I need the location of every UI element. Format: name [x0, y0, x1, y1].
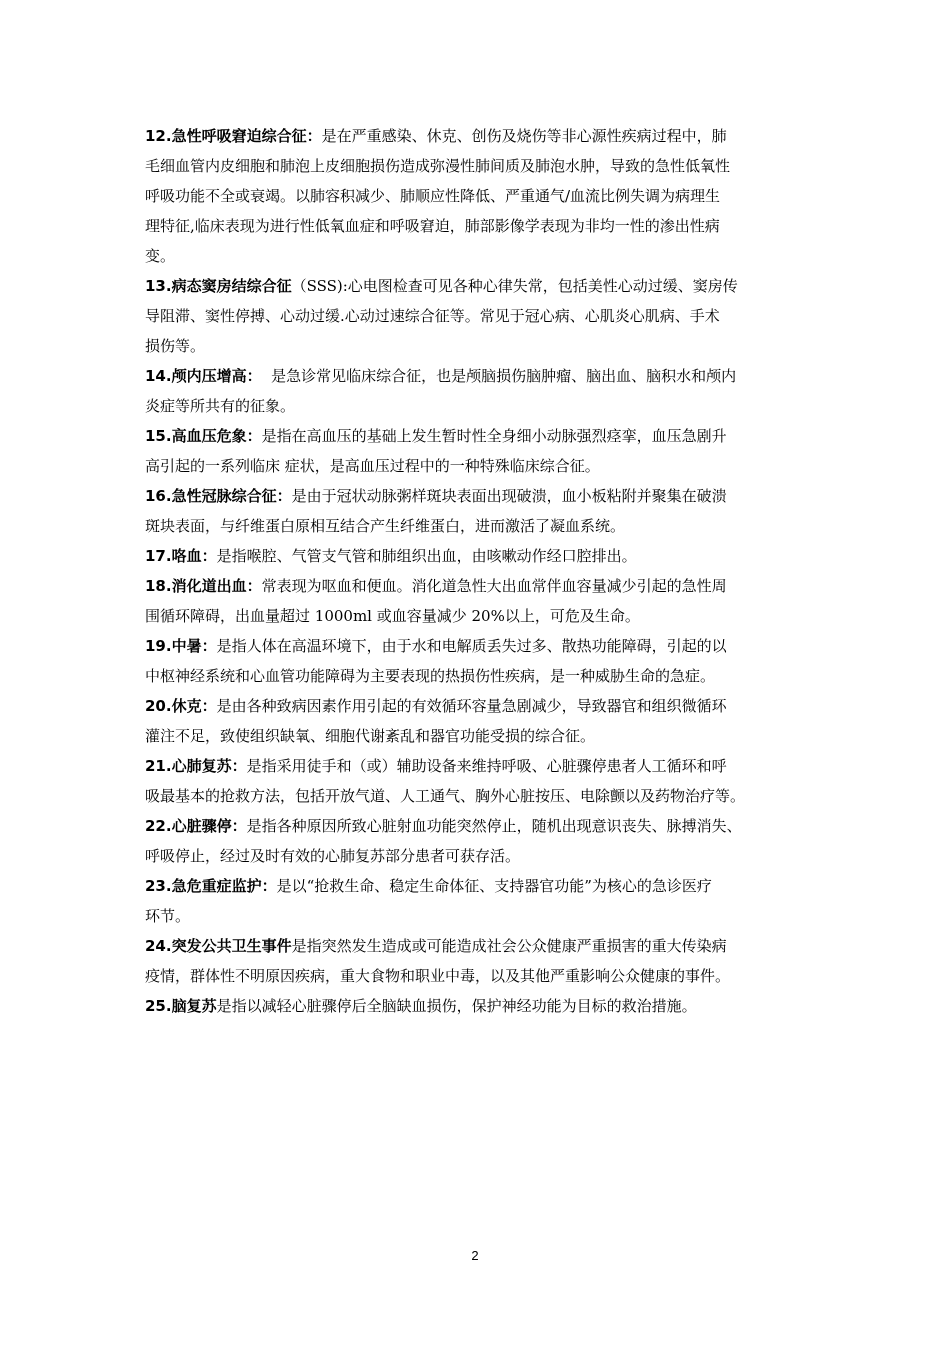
entry-term: 24.突发公共卫生事件 — [145, 937, 292, 955]
entry-text: 是指在高血压的基础上发生暂时性全身细小动脉强烈痉挛，血压急剧升 — [261, 427, 727, 445]
entry-line: 导阻滞、窦性停搏、心动过缓.心动过速综合征等。常见于冠心病、心肌炎心肌病、手术 — [145, 307, 720, 325]
entry-line — [145, 361, 813, 391]
entry-line: 环节。 — [145, 907, 191, 925]
entry-term: 19.中暑： — [145, 637, 217, 655]
entry-16 — [145, 481, 813, 541]
page-number: 2 — [471, 1248, 479, 1263]
entry-12 — [145, 121, 813, 271]
entry-14 — [145, 361, 813, 421]
entry-text: 常表现为呕血和便血。消化道急性大出血常伴血容量减少引起的急性周 — [261, 577, 727, 595]
entry-line: 围循环障碍，出血量超过 1000ml 或血容量减少 20%以上，可危及生命。 — [145, 607, 640, 625]
entry-line — [145, 481, 813, 511]
entry-text: 是在严重感染、休克、创伤及烧伤等非心源性疾病过程中，肺 — [321, 127, 727, 145]
entry-term: 21.心肺复苏： — [145, 757, 247, 775]
entry-line: 炎症等所共有的征象。 — [145, 397, 296, 415]
entry-line — [145, 121, 813, 151]
entry-line — [145, 871, 813, 901]
entry-text: 是指喉腔、气管支气管和肺组织出血，由咳嗽动作经口腔排出。 — [216, 547, 637, 565]
entry-line — [145, 691, 813, 721]
entry-line: 呼吸停止，经过及时有效的心肺复苏部分患者可获存活。 — [145, 847, 521, 865]
entry-line — [145, 421, 813, 451]
entry-text: 是由于冠状动脉粥样斑块表面出现破溃，血小板粘附并聚集在破溃 — [291, 487, 727, 505]
entry-term: 23.急危重症监护： — [145, 877, 277, 895]
entry-line: 理特征,临床表现为进行性低氧血症和呼吸窘迫，肺部影像学表现为非均一性的渗出性病 — [145, 217, 720, 235]
entry-term: 12.急性呼吸窘迫综合征： — [145, 127, 322, 145]
entry-21 — [145, 751, 813, 811]
entry-text: 是指突然发生造成或可能造成社会公众健康严重损害的重大传染病 — [291, 937, 727, 955]
entry-text: 是由各种致病因素作用引起的有效循环容量急剧减少，导致器官和组织微循环 — [216, 697, 727, 715]
entry-17 — [145, 541, 813, 571]
entry-line: 呼吸功能不全或衰竭。以肺容积减少、肺顺应性降低、严重通气/血流比例失调为病理生 — [145, 187, 721, 205]
entry-line — [145, 631, 813, 661]
entry-line — [145, 811, 813, 841]
entry-line: 吸最基本的抢救方法，包括开放气道、人工通气、胸外心脏按压、电除颤以及药物治疗等。 — [145, 787, 746, 805]
entry-text: 是指各种原因所致心脏射血功能突然停止，随机出现意识丧失、脉搏消失、 — [246, 817, 742, 835]
entry-line: 变。 — [145, 247, 176, 265]
document-body — [145, 121, 813, 1021]
entry-line — [145, 991, 813, 1021]
entry-line: 灌注不足，致使组织缺氧、细胞代谢紊乱和器官功能受损的综合征。 — [145, 727, 596, 745]
entry-term: 20.休克： — [145, 697, 217, 715]
entry-20 — [145, 691, 813, 751]
entry-line — [145, 271, 813, 301]
entry-term: 17.咯血： — [145, 547, 217, 565]
entry-text: （SSS):心电图检查可见各种心律失常，包括美性心动过缓、窦房传 — [291, 277, 738, 295]
entry-text: 是以“抢救生命、稳定生命体征、支持器官功能”为核心的急诊医疗 — [276, 877, 712, 895]
entry-line: 疫情，群体性不明原因疾病，重大食物和职业中毒，以及其他严重影响公众健康的事件。 — [145, 967, 731, 985]
entry-line: 斑块表面，与纤维蛋白原相互结合产生纤维蛋白，进而激活了凝血系统。 — [145, 517, 626, 535]
entry-24 — [145, 931, 813, 991]
entry-text: 是指以减轻心脏骤停后全脑缺血损伤，保护神经功能为目标的救治措施。 — [216, 997, 697, 1015]
entry-25 — [145, 991, 813, 1021]
entry-term: 18.消化道出血： — [145, 577, 262, 595]
entry-line — [145, 751, 813, 781]
entry-text: 是指人体在高温环境下，由于水和电解质丢失过多、散热功能障碍，引起的以 — [216, 637, 727, 655]
entry-line: 损伤等。 — [145, 337, 206, 355]
entry-line — [145, 931, 813, 961]
entry-18 — [145, 571, 813, 631]
entry-term: 22.心脏骤停： — [145, 817, 247, 835]
entry-line: 中枢神经系统和心血管功能障碍为主要表现的热损伤性疾病，是一种威胁生命的急症。 — [145, 667, 716, 685]
entry-19 — [145, 631, 813, 691]
entry-text: 是指采用徒手和（或）辅助设备来维持呼吸、心脏骤停患者人工循环和呼 — [246, 757, 727, 775]
entry-15 — [145, 421, 813, 481]
entry-text: 是急诊常见临床综合征，也是颅脑损伤脑肿瘤、脑出血、脑积水和颅内 — [261, 367, 737, 385]
entry-term: 16.急性冠脉综合征： — [145, 487, 292, 505]
entry-term: 15.高血压危象： — [145, 427, 262, 445]
entry-term: 13.病态窦房结综合征 — [145, 277, 292, 295]
entry-term: 14.颅内压增高： — [145, 367, 262, 385]
entry-13 — [145, 271, 813, 361]
entry-line — [145, 571, 813, 601]
entry-23 — [145, 871, 813, 931]
entry-22 — [145, 811, 813, 871]
entry-term: 25.脑复苏 — [145, 997, 217, 1015]
entry-line: 毛细血管内皮细胞和肺泡上皮细胞损伤造成弥漫性肺间质及肺泡水肿，导致的急性低氧性 — [145, 157, 731, 175]
entry-line — [145, 541, 813, 571]
entry-line: 高引起的一系列临床 症状，是高血压过程中的一种特殊临床综合征。 — [145, 457, 600, 475]
